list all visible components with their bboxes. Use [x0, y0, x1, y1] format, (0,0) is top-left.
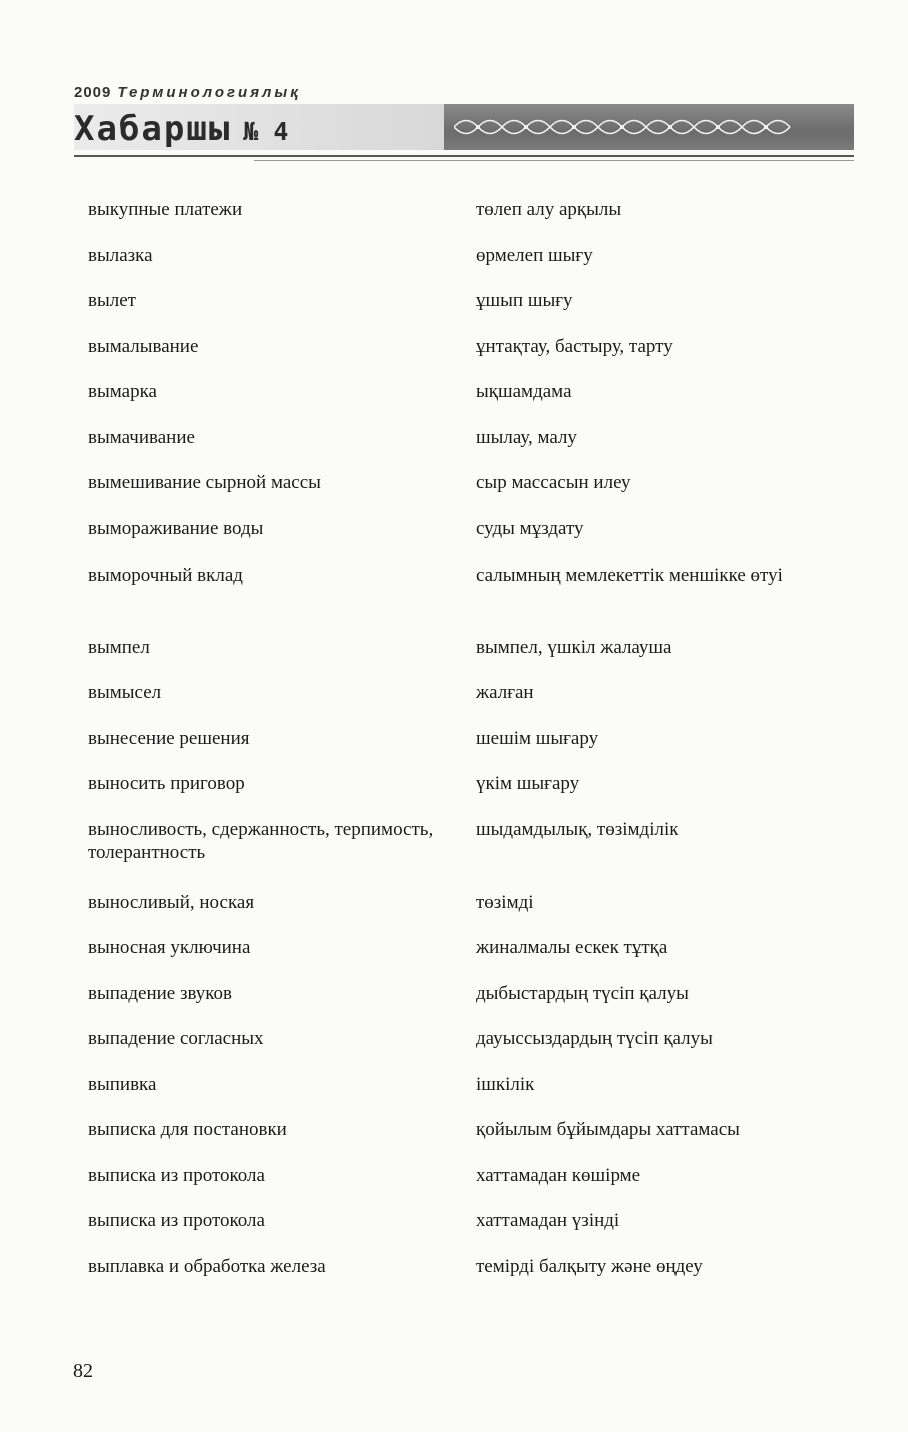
russian-term: вынесение решения — [88, 728, 250, 749]
page-number: 82 — [73, 1360, 93, 1382]
russian-term: выкупные платежи — [88, 199, 243, 220]
kazakh-translation: қойылым бұйымдары хаттамасы — [476, 1119, 740, 1140]
russian-term: вымачивание — [88, 427, 195, 448]
russian-term: выносить приговор — [88, 773, 245, 794]
kazakh-translation: салымның мемлекеттік меншікке өтуі — [476, 565, 783, 586]
russian-term: выносливый, ноская — [88, 892, 255, 913]
kazakh-translation: шешім шығару — [476, 728, 599, 749]
kazakh-translation: жалған — [476, 682, 534, 703]
kazakh-translation: хаттамадан көшірме — [476, 1165, 641, 1186]
issue-number: № 4 — [243, 117, 289, 146]
russian-term: выписка для постановки — [88, 1119, 287, 1140]
journal-series: Терминологиялық — [117, 84, 301, 101]
russian-term: выносная уключина — [88, 937, 251, 958]
kazakh-translation: үкім шығару — [476, 773, 580, 794]
kazakh-translation: дыбыстардың түсіп қалуы — [476, 983, 689, 1004]
kazakh-translation: дауыссыздардың түсіп қалуы — [476, 1028, 713, 1049]
russian-term: выморочный вклад — [88, 565, 243, 586]
kazakh-translation: ұнтақтау, бастыру, тарту — [476, 336, 673, 357]
russian-term: выпадение звуков — [88, 983, 233, 1004]
kazakh-translation: ықшамдама — [476, 381, 572, 402]
journal-year: 2009 — [74, 84, 112, 101]
kazakh-translation: төзімді — [476, 892, 534, 913]
kazakh-translation: темірді балқыту және өңдеу — [476, 1256, 703, 1277]
kazakh-translation: ішкілік — [476, 1074, 535, 1095]
russian-term: вымпел — [88, 637, 150, 658]
russian-term: выпивка — [88, 1074, 157, 1095]
kazakh-translation: сыр массасын илеу — [476, 472, 631, 493]
kazakh-translation: суды мұздату — [476, 518, 584, 539]
kazakh-translation: шылау, малу — [476, 427, 577, 448]
kazakh-translation: өрмелеп шығу — [476, 245, 593, 266]
kazakh-translation: вымпел, үшкіл жалауша — [476, 637, 672, 658]
kazakh-translation: төлеп алу арқылы — [476, 199, 622, 220]
russian-term: выпадение согласных — [88, 1028, 264, 1049]
russian-term: выписка из протокола — [88, 1165, 265, 1186]
russian-term: вымысел — [88, 682, 162, 703]
russian-term: вымешивание сырной массы — [88, 472, 321, 493]
kazakh-translation: хаттамадан үзінді — [476, 1210, 620, 1231]
russian-term: выписка из протокола — [88, 1210, 265, 1231]
kazakh-translation: ұшып шығу — [476, 290, 573, 311]
russian-term: выносливость, сдержанность, терпимость, толерантность — [88, 819, 434, 863]
russian-term: вымалывание — [88, 336, 199, 357]
russian-term: вылазка — [88, 245, 153, 266]
journal-title: Хабаршы — [74, 109, 232, 149]
kazakh-translation: шыдамдылық, төзімділік — [476, 819, 679, 840]
russian-term: вылет — [88, 290, 136, 311]
russian-term: выплавка и обработка железа — [88, 1256, 326, 1277]
kazakh-translation: жиналмалы ескек тұтқа — [476, 937, 668, 958]
russian-term: вымораживание воды — [88, 518, 264, 539]
russian-term: вымарка — [88, 381, 157, 402]
